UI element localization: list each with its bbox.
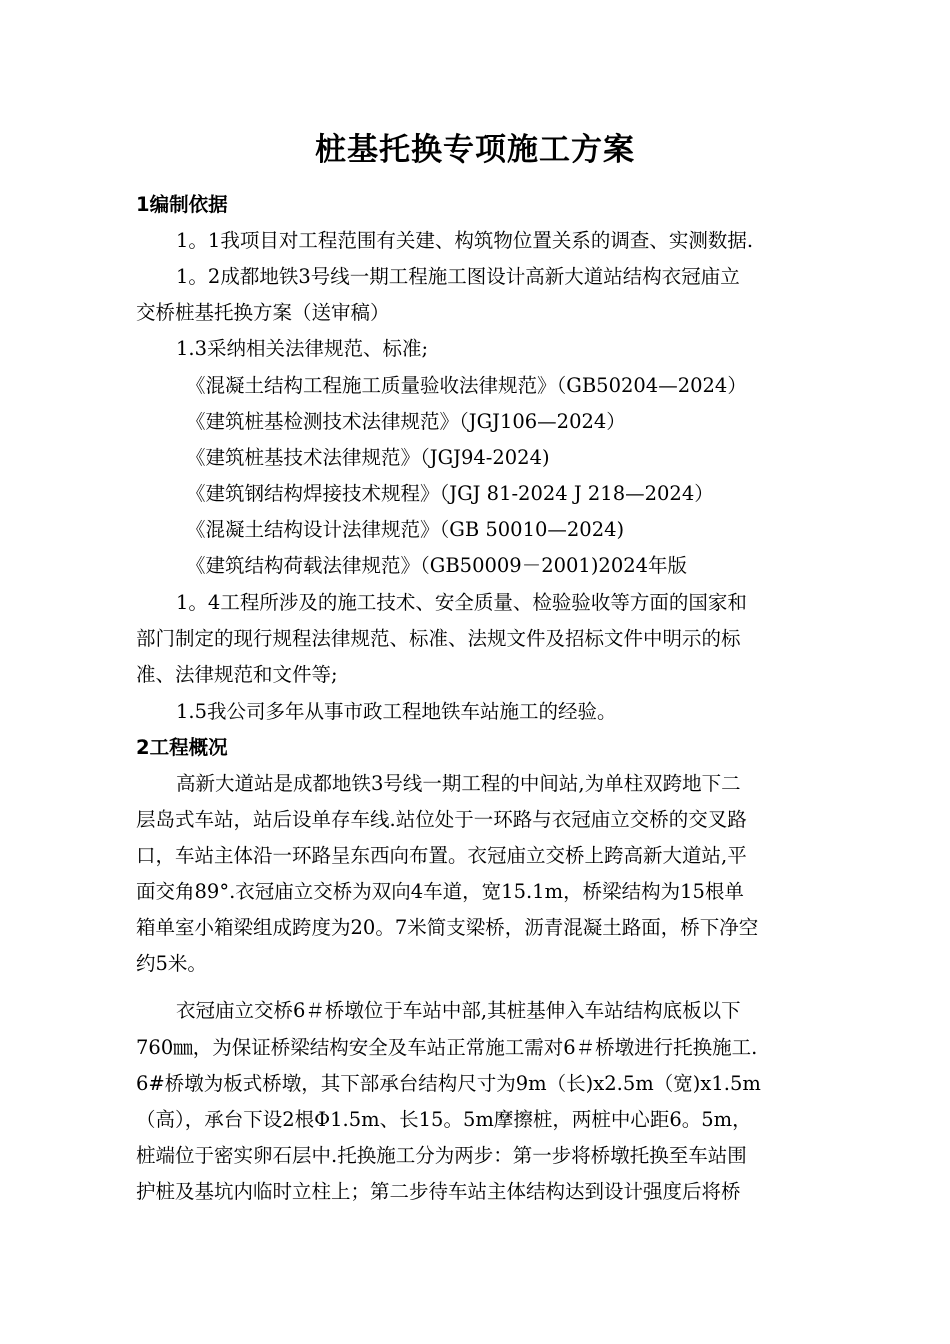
section-heading-2: 2工程概况 xyxy=(136,736,228,759)
paragraph-line: 口，车站主体沿一环路呈东西向布置。衣冠庙立交桥上跨高新大道站,平 xyxy=(136,844,747,867)
reference-line: 《混凝土结构工程施工质量验收法律规范》（GB50204—2024） xyxy=(186,374,747,397)
paragraph-line: 面交角89°.衣冠庙立交桥为双向4车道，宽15.1m，桥梁结构为15根单 xyxy=(136,880,744,903)
paragraph-line: 准、法律规范和文件等; xyxy=(136,663,338,686)
paragraph-line: 层岛式车站，站后设单存车线.站位处于一环路与衣冠庙立交桥的交叉路 xyxy=(136,808,747,831)
reference-line: 《建筑桩基技术法律规范》（JGJ94-2024) xyxy=(186,446,550,469)
paragraph-line: 部门制定的现行规程法律规范、标准、法规文件及招标文件中明示的标 xyxy=(136,627,741,650)
paragraph-line: 高新大道站是成都地铁3号线一期工程的中间站,为单柱双跨地下二 xyxy=(176,772,741,795)
paragraph-line: 6#桥墩为板式桥墩，其下部承台结构尺寸为9m（长)x2.5m（宽)x1.5m xyxy=(136,1072,761,1095)
paragraph-line: 1.3采纳相关法律规范、标准; xyxy=(176,337,429,360)
paragraph-line: 1.5我公司多年从事市政工程地铁车站施工的经验。 xyxy=(176,700,617,723)
paragraph-line: （高），承台下设2根Φ1.5m、长15。5m摩擦桩，两桩中心距6。5m， xyxy=(136,1108,752,1131)
paragraph-line: 760㎜，为保证桥梁结构安全及车站正常施工需对6＃桥墩进行托换施工. xyxy=(136,1036,758,1059)
paragraph-line: 1。1我项目对工程范围有关建、构筑物位置关系的调查、实测数据. xyxy=(176,229,754,252)
reference-line: 《建筑钢结构焊接技术规程》（JGJ 81-2024 J 218—2024） xyxy=(186,482,714,505)
reference-line: 《建筑桩基检测技术法律规范》（JGJ106—2024） xyxy=(186,410,626,433)
paragraph-line: 箱单室小箱梁组成跨度为20。7米简支梁桥，沥青混凝土路面，桥下净空 xyxy=(136,916,759,939)
paragraph-line: 护桩及基坑内临时立柱上；第二步待车站主体结构达到设计强度后将桥 xyxy=(136,1180,741,1203)
paragraph-line: 桩端位于密实卵石层中.托换施工分为两步：第一步将桥墩托换至车站围 xyxy=(136,1144,747,1167)
reference-line: 《建筑结构荷载法律规范》（GB50009－2001)2024年版 xyxy=(186,554,688,577)
section-heading-1: 1编制依据 xyxy=(136,193,228,216)
paragraph-line: 1。4工程所涉及的施工技术、安全质量、检验验收等方面的国家和 xyxy=(176,591,747,614)
paragraph-line: 交桥桩基托换方案（送审稿） xyxy=(136,301,390,324)
reference-line: 《混凝土结构设计法律规范》（GB 50010—2024) xyxy=(186,518,625,541)
document-title: 桩基托换专项施工方案 xyxy=(315,132,635,168)
paragraph-line: 衣冠庙立交桥6＃桥墩位于车站中部,其桩基伸入车站结构底板以下 xyxy=(176,999,741,1022)
paragraph-line: 1。2成都地铁3号线一期工程施工图设计高新大道站结构衣冠庙立 xyxy=(176,265,740,288)
paragraph-line: 约5米。 xyxy=(136,952,207,975)
